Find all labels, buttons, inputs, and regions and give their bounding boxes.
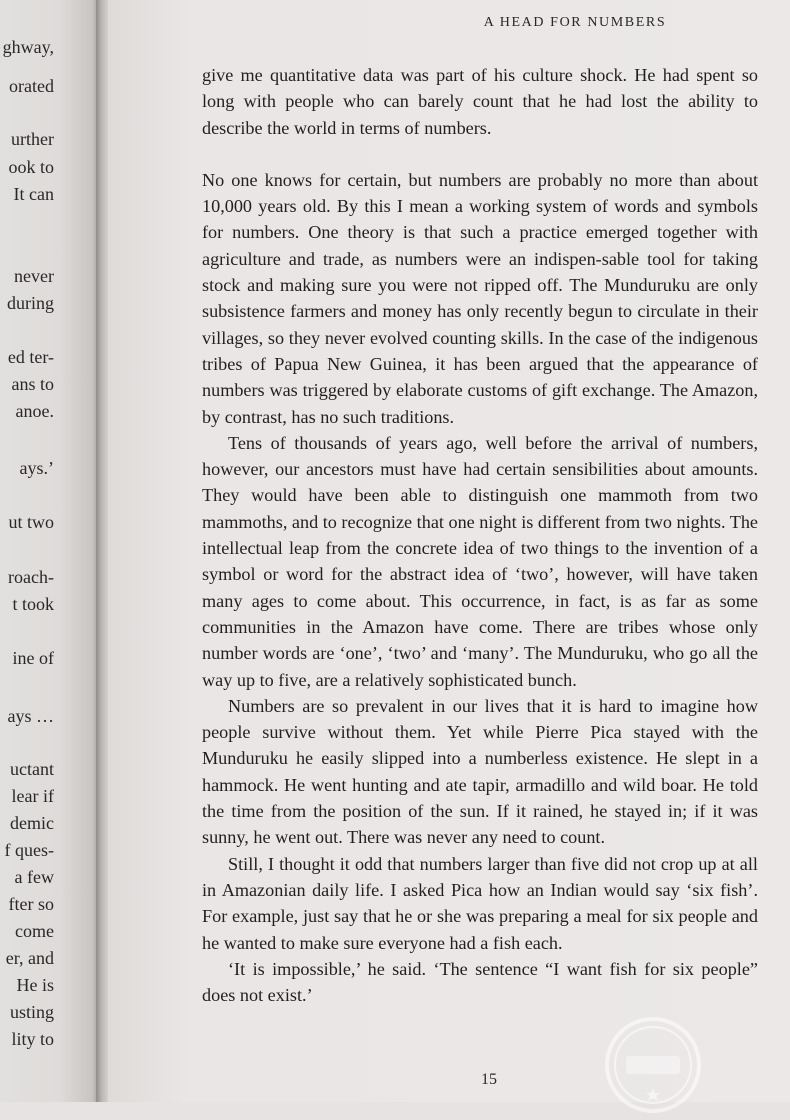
paragraph: No one knows for certain, but numbers are probably no more than about 10,000 years old. By this I mean a working system of words and symbols for numbers. One theory is that such a practice emerged together with agriculture and trade, as numbers were an indispen-sable tool for taking stock and making sure you were not ripped off. The Munduruku are only subsistence farmers and money has only recently begun to circulate in their villages, so they never evolved counting skills. In the case of the indigenous tribes of Papua New Guinea, it has been argued that the appearance of numbers was triggered by elaborate customs of gift exchange. The Amazon, by contrast, has no such traditions. xyxy=(202,169,758,427)
left-page xyxy=(0,0,100,1102)
left-page-fragment: ut two xyxy=(8,512,54,532)
left-page-fragment: ays … xyxy=(7,706,54,726)
page-number-text: 15 xyxy=(481,1071,497,1088)
left-page-fragment: It can xyxy=(13,184,54,204)
running-head-text: A HEAD FOR NUMBERS xyxy=(483,15,667,30)
paragraph: Numbers are so prevalent in our lives that it is hard to imagine how people survive without them. Yet while Pierre Pica stayed with the Munduruku he easily slipped into a numberless existence. He slept in a hammock. He went hunting and ate tapir, armadillo and wild boar. He told the time from the position of the sun. If it rained, he stayed in; if it was sunny, he went out. There was never any need to count. xyxy=(202,695,758,848)
left-page-fragment: orated xyxy=(9,76,54,96)
watermark-stamp-icon xyxy=(598,1010,708,1120)
left-page-fragment: during xyxy=(7,293,54,313)
left-page-fragment: never xyxy=(14,266,54,286)
left-page-fragment: ghway, xyxy=(2,37,54,57)
paragraph: Tens of thousands of years ago, well before the arrival of numbers, however, our ancestors must have had certain sensibilities about amounts. They would have been able to distinguish one mammoth from two mammoths, and to recognize that one night is different from two nights. The intellectual leap from the concrete idea of two things to the invention of a symbol or word for the abstract idea of ‘two’, however, will have taken many ages to come about. This occurrence, in fact, is as far as some communities in the Amazon have come. There are tribes whose only number words are ‘one’, ‘two’ and ‘many’. The Munduruku, who go all the way up to five, are a relatively sophisticated bunch. xyxy=(202,432,758,690)
left-page-fragment: urther xyxy=(11,129,54,149)
left-page-fragment: usting xyxy=(9,1002,54,1022)
paragraph: Still, I thought it odd that numbers larger than five did not crop up at all in Amazonian daily life. I asked Pica how an Indian would say ‘six fish’. For example, just say that he or she was preparing a meal for six people and he wanted to make sure everyone had a fish each. xyxy=(202,853,758,953)
left-page-fragment: demic xyxy=(10,813,54,833)
left-page-fragment: anoe. xyxy=(15,401,54,421)
left-page-fragment: f ques- xyxy=(4,840,54,860)
left-page-fragment: ans to xyxy=(11,374,54,394)
left-page-fragment: ook to xyxy=(8,157,54,177)
paragraph: give me quantitative data was part of his culture shock. He had spent so long with people who can barely count that he had lost the ability to describe the world in terms of numbers. xyxy=(202,65,758,138)
running-head xyxy=(108,15,790,31)
left-page-fragment: lear if xyxy=(11,786,54,806)
left-page-fragment: fter so xyxy=(8,894,54,914)
body-text xyxy=(202,62,758,1008)
left-page-fragment: ine of xyxy=(12,648,54,668)
paragraph: ‘It is impossible,’ he said. ‘The sentence “I want fish for six people” does not exist.’ xyxy=(202,958,758,1006)
left-page-fragment: t took xyxy=(12,594,54,614)
left-page-fragment: roach- xyxy=(8,567,54,587)
left-page-fragment: ed ter- xyxy=(7,347,54,367)
left-page-fragment: lity to xyxy=(11,1029,54,1049)
left-page-fragment: a few xyxy=(14,867,54,887)
left-page-fragment: er, and xyxy=(5,948,54,968)
left-page-fragment: ays.’ xyxy=(19,458,54,478)
right-page xyxy=(108,0,790,1102)
left-page-fragment: He is xyxy=(16,975,54,995)
left-page-fragment: uctant xyxy=(10,759,54,779)
left-page-fragment: come xyxy=(15,921,54,941)
